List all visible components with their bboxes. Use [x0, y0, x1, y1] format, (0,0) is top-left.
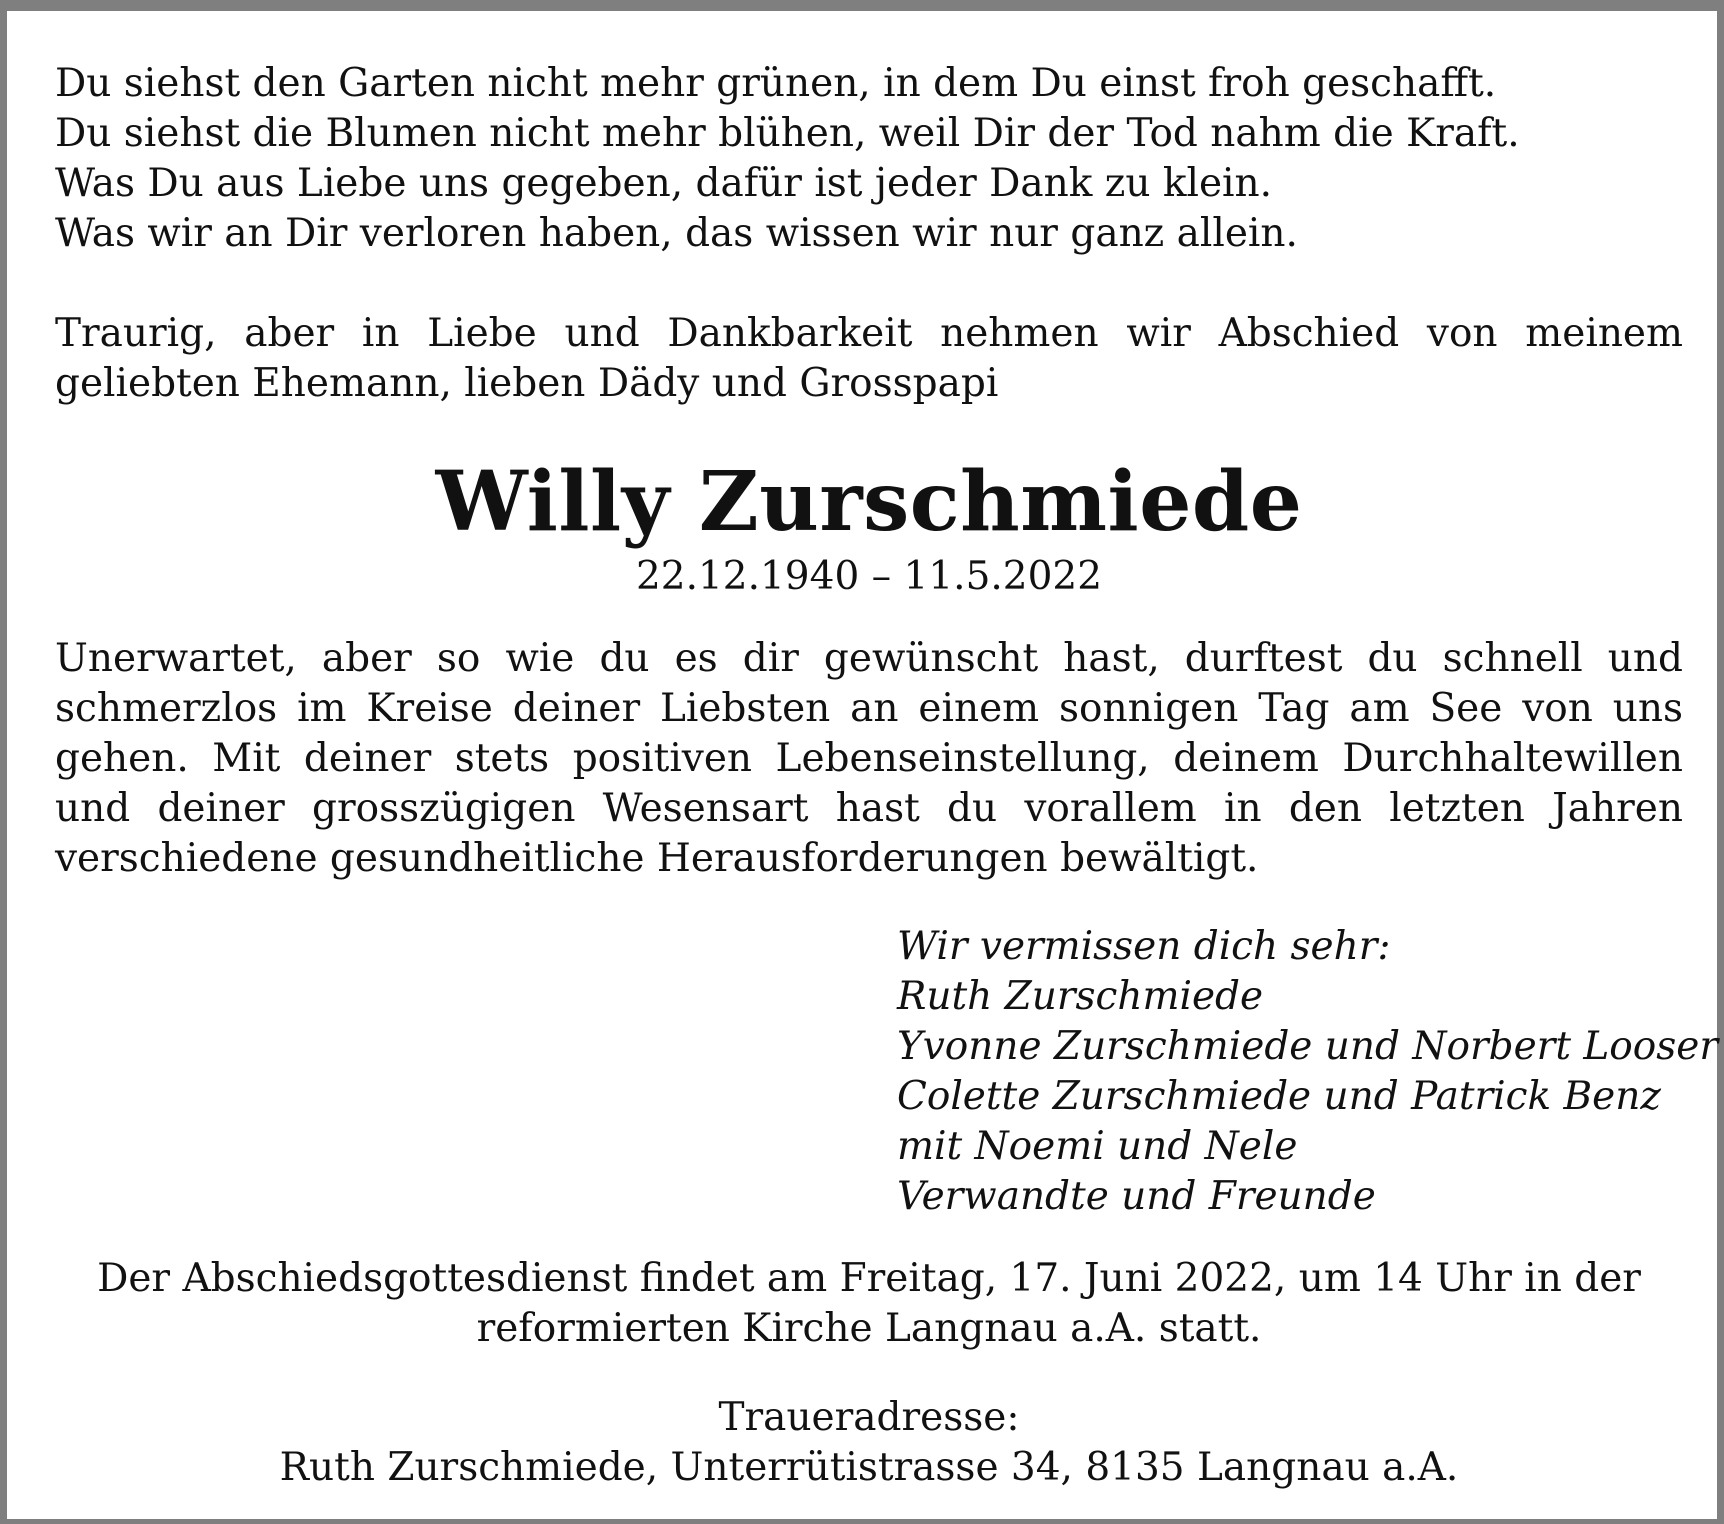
- mourners-list: [897, 922, 1718, 1222]
- poem-line: Du siehst den Garten nicht mehr grünen, in dem Du einst froh geschafft.: [55, 61, 1497, 106]
- mourner-name: Yvonne Zurschmiede und Norbert Looser: [897, 1024, 1718, 1069]
- address-value: Ruth Zurschmiede, Unterrütistrasse 34, 8135 Langnau a.A.: [279, 1445, 1459, 1490]
- service-announcement: [55, 1254, 1683, 1354]
- intro-line: geliebten Ehemann, lieben Dädy und Grosspapi: [55, 361, 999, 406]
- poem-block: [55, 59, 1683, 259]
- tribute-line: verschiedene gesundheitliche Herausforderungen bewältigt.: [55, 836, 1259, 881]
- tribute-line: und deiner grosszügigen Wesensart hast du vorallem in den letzten Jahren: [55, 786, 1683, 831]
- mourners-heading: Wir vermissen dich sehr:: [897, 924, 1391, 969]
- poem-line: Du siehst die Blumen nicht mehr blühen, weil Dir der Tod nahm die Kraft.: [55, 111, 1520, 156]
- service-line: reformierten Kirche Langnau a.A. statt.: [476, 1306, 1262, 1351]
- mourner-name: Colette Zurschmiede und Patrick Benz: [897, 1074, 1661, 1119]
- deceased-name: Willy Zurschmiede: [435, 454, 1303, 550]
- mourner-name: Verwandte und Freunde: [897, 1174, 1376, 1219]
- life-dates: 22.12.1940 – 11.5.2022: [635, 554, 1103, 599]
- tribute-line: gehen. Mit deiner stets positiven Lebenseinstellung, deinem Durchhaltewillen: [55, 736, 1683, 781]
- mourner-name: Ruth Zurschmiede: [897, 974, 1264, 1019]
- intro-line: Traurig, aber in Liebe und Dankbarkeit nehmen wir Abschied von meinem: [55, 311, 1683, 356]
- poem-line: Was Du aus Liebe uns gegeben, dafür ist jeder Dank zu klein.: [55, 161, 1273, 206]
- address-label: Traueradresse:: [718, 1395, 1020, 1440]
- poem-line: Was wir an Dir verloren haben, das wissen wir nur ganz allein.: [55, 211, 1298, 256]
- intro-paragraph: [55, 309, 1683, 409]
- tribute-line: schmerzlos im Kreise deiner Liebsten an einem sonnigen Tag am See von uns: [55, 686, 1683, 731]
- tribute-paragraph: [55, 634, 1683, 884]
- mourning-address: [55, 1393, 1683, 1493]
- tribute-line: Unerwartet, aber so wie du es dir gewünscht hast, durftest du schnell und: [55, 636, 1683, 681]
- mourner-name: mit Noemi und Nele: [897, 1124, 1298, 1169]
- service-line: Der Abschiedsgottesdienst findet am Freitag, 17. Juni 2022, um 14 Uhr in der: [97, 1256, 1641, 1301]
